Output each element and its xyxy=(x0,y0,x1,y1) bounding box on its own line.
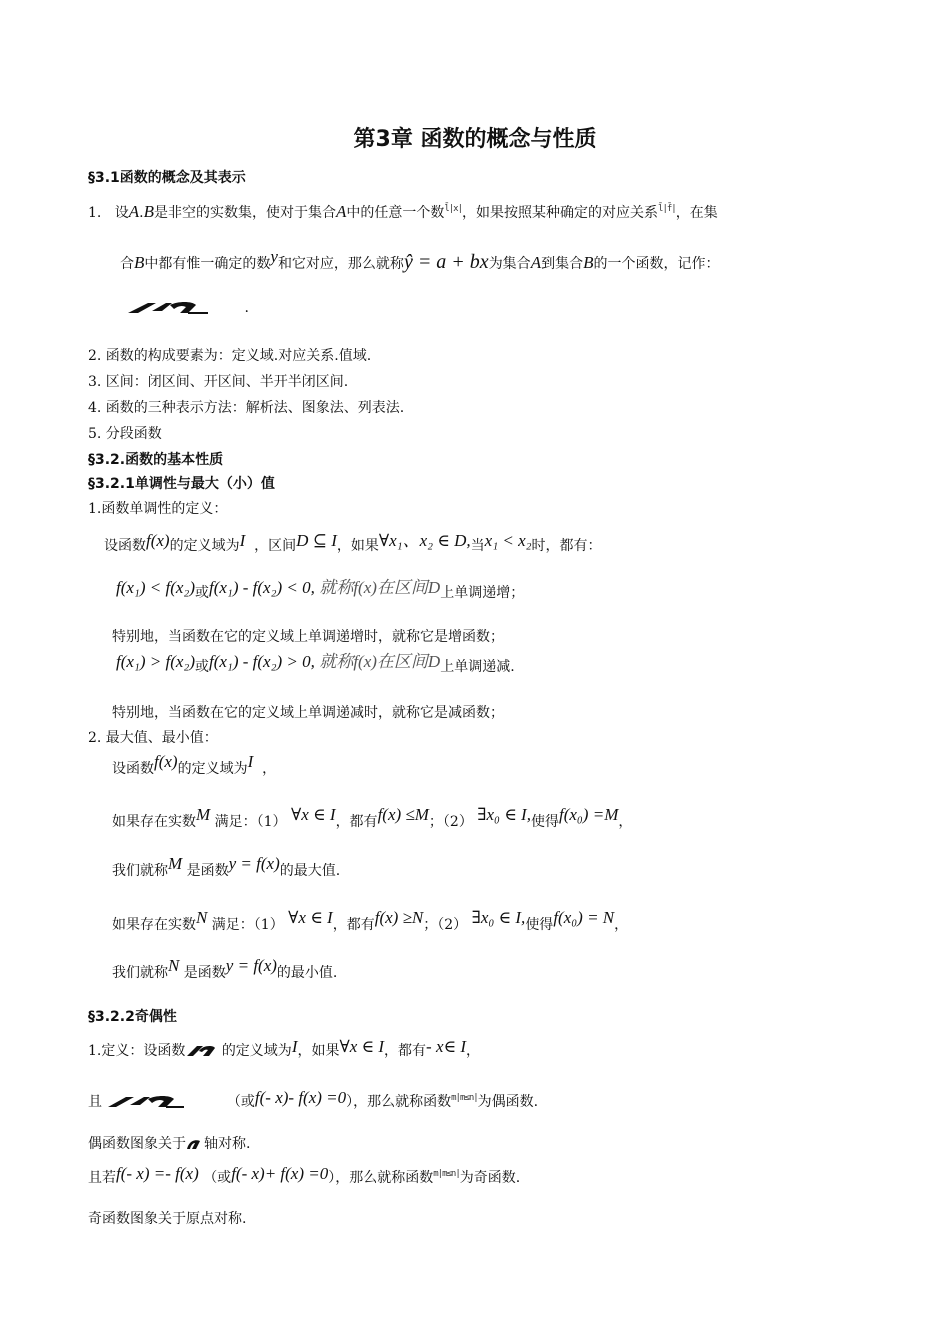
odd-symmetry: 奇函数图象关于原点对称. xyxy=(88,1211,247,1227)
text: 如果存在实数 xyxy=(112,814,196,830)
math-exists-x0: ∃x₀ ∈ I, xyxy=(471,908,526,927)
text: 设函数 xyxy=(104,538,146,554)
text: ；（2） xyxy=(428,814,473,830)
section-3-2-1-heading: §3.2.1单调性与最大（小）值 xyxy=(88,476,275,492)
text: 的最大值. xyxy=(279,863,341,879)
text: 我们就称 xyxy=(112,863,168,879)
formula-image-m: m|m≤n| xyxy=(433,1169,460,1179)
text: 中都有惟一确定的数 xyxy=(144,256,271,272)
math-y-eq-fx: y = f(x) xyxy=(228,854,280,873)
math-forall-x-in-I: ∀x ∈ I xyxy=(291,805,336,824)
text: 和它对应，那么就称 xyxy=(277,256,404,272)
math-I: I xyxy=(239,531,246,550)
text: ，都有 xyxy=(335,814,378,830)
math-increasing-on-D: 就称f(x)在区间D xyxy=(319,578,441,597)
text: ， xyxy=(466,1043,480,1059)
text: 轴对称. xyxy=(204,1136,251,1152)
math-fx-le-M: f(x) ≤M xyxy=(377,805,429,824)
math-x1-lt-x2: x₁ < x₂ xyxy=(484,531,532,550)
text: ，都有 xyxy=(384,1043,427,1059)
min-condition xyxy=(112,908,628,935)
math-M: M xyxy=(196,805,211,824)
text: 设函数 xyxy=(112,761,154,777)
math-forall-x-in-I: ∀x ∈ I xyxy=(339,1037,385,1056)
formula-image-fx xyxy=(185,1043,217,1059)
text: 中的任意一个数 xyxy=(346,205,445,221)
text: 上单调递减. xyxy=(440,659,515,675)
math-I: I xyxy=(247,752,254,771)
text: 且若 xyxy=(88,1170,116,1186)
math-fx0-eq-M: f(x₀) =M xyxy=(558,805,619,824)
math-B: B xyxy=(134,253,145,272)
math-forall-x1-x2: ∀x₁、x₂ ∈ D, xyxy=(378,531,471,550)
math-B: B xyxy=(583,253,594,272)
math-difference-lt-0: f(x₁) - f(x₂) < 0, xyxy=(208,578,315,597)
decreasing-condition xyxy=(116,652,515,677)
increasing-note: 特别地，当函数在它的定义域上单调递增时，就称它是增函数； xyxy=(112,629,504,645)
math-A: A xyxy=(128,202,140,221)
math-odd-formula: f(- x) =- f(x) xyxy=(116,1164,199,1183)
math-neg-x-in-I: - x∈ I xyxy=(426,1037,466,1056)
item-1-line-2 xyxy=(120,247,719,274)
text: 的定义域为 xyxy=(169,538,240,554)
increasing-condition xyxy=(116,578,524,603)
monotonic-title: 1.函数单调性的定义： xyxy=(88,501,228,517)
math-f-x1-lt-f-x2: f(x₁) < f(x₂) xyxy=(116,578,195,597)
math-decreasing-on-D: 就称f(x)在区间D xyxy=(319,652,441,671)
math-odd-formula-2: f(- x)+ f(x) =0 xyxy=(231,1164,329,1183)
max-condition xyxy=(112,805,632,832)
section-3-2-2-heading: §3.2.2奇偶性 xyxy=(88,1009,177,1025)
text: ，如果 xyxy=(297,1043,340,1059)
text: ，如果按照某种确定的对应关系 xyxy=(462,205,659,221)
text: ），那么就称函数 xyxy=(328,1170,434,1186)
text: 时，都有： xyxy=(531,538,602,554)
item-number: 1. xyxy=(88,205,102,221)
text: 且 xyxy=(88,1094,102,1110)
even-symmetry xyxy=(88,1134,250,1154)
text: 设 xyxy=(114,205,129,221)
text: 到集合 xyxy=(541,256,584,272)
math-A: A xyxy=(530,253,542,272)
text: . xyxy=(244,300,249,316)
text: 的定义域为 xyxy=(221,1043,292,1059)
text: 偶函数图象关于 xyxy=(88,1136,186,1152)
text: ；（2） xyxy=(423,917,468,933)
text: ， xyxy=(614,917,629,933)
text: 满足：（1） xyxy=(211,917,284,933)
text: 合 xyxy=(120,256,134,272)
odd-definition xyxy=(88,1164,520,1188)
formula-image-x: l̄|x| xyxy=(444,204,463,214)
page-title: 第3章 函数的概念与性质 xyxy=(353,127,597,152)
text: . xyxy=(139,205,144,221)
section-3-1-heading: §3.1函数的概念及其表示 xyxy=(88,170,246,186)
math-fx-ge-N: f(x) ≥N xyxy=(374,908,424,927)
item-1-line-1 xyxy=(88,199,718,223)
text: 为奇函数. xyxy=(459,1170,521,1186)
math-D-subset-I: D ⊆ I xyxy=(296,531,337,550)
math-fx: f(x) xyxy=(154,752,178,771)
text: 是非空的实数集，使对于集合 xyxy=(153,205,336,221)
math-even-formula: f(- x)- f(x) =0 xyxy=(254,1088,347,1107)
text: 的一个函数，记作： xyxy=(593,256,720,272)
item-5: 5. 分段函数 xyxy=(88,426,162,442)
text: ， xyxy=(618,814,633,830)
item-4: 4. 函数的三种表示方法：解析法、图象法、列表法. xyxy=(88,400,405,416)
math-N: N xyxy=(196,908,208,927)
text: ，在集 xyxy=(675,205,718,221)
text: 如果存在实数 xyxy=(112,917,196,933)
math-difference-gt-0: f(x₁) - f(x₂) > 0, xyxy=(208,652,315,671)
math-B: B xyxy=(143,202,154,221)
parity-definition xyxy=(88,1037,480,1061)
formula-image-f: l̄|f̄| xyxy=(658,204,676,214)
text: （或 xyxy=(226,1094,255,1110)
math-y-eq-fx: y = f(x) xyxy=(225,956,277,975)
text: ， xyxy=(262,761,277,777)
text: 1.定义：设函数 xyxy=(88,1043,186,1059)
text: 使得 xyxy=(525,917,554,933)
math-A: A xyxy=(335,202,347,221)
text: 的最小值. xyxy=(276,965,338,981)
item-1-line-3 xyxy=(126,298,249,318)
text: 的定义域为 xyxy=(177,761,248,777)
text: ），那么就称函数 xyxy=(346,1094,452,1110)
math-exists-x0: ∃x₀ ∈ I, xyxy=(477,805,531,824)
text: ，区间 xyxy=(254,538,297,554)
min-value-statement xyxy=(112,956,337,983)
math-fx: f(x) xyxy=(146,531,170,550)
math-f-x1-gt-f-x2: f(x₁) > f(x₂) xyxy=(116,652,195,671)
max-value-statement xyxy=(112,854,340,881)
decreasing-note: 特别地，当函数在它的定义域上单调递减时，就称它是减函数； xyxy=(112,705,504,721)
text: 当 xyxy=(470,538,485,554)
text: ，如果 xyxy=(336,538,379,554)
monotonic-definition xyxy=(104,531,602,556)
text: 是函数 xyxy=(186,863,229,879)
math-M: M xyxy=(168,854,183,873)
math-N: N xyxy=(168,956,180,975)
section-3-2-heading: §3.2.函数的基本性质 xyxy=(88,452,224,468)
text: 满足：（1） xyxy=(214,814,287,830)
math-I: I xyxy=(291,1037,298,1056)
text: （或 xyxy=(203,1170,232,1186)
text: 为集合 xyxy=(488,256,531,272)
max-min-domain xyxy=(112,752,276,779)
item-3: 3. 区间：闭区间、开区间、半开半闭区间. xyxy=(88,374,349,390)
text: 使得 xyxy=(530,814,559,830)
math-y: y xyxy=(270,247,278,266)
math-forall-x-in-I: ∀x ∈ I xyxy=(288,908,333,927)
formula-image-y xyxy=(186,1137,204,1151)
text: 是函数 xyxy=(183,965,226,981)
text: 上单调递增； xyxy=(440,585,525,601)
math-fx0-eq-N: f(x₀) = N xyxy=(553,908,615,927)
formula-image-even xyxy=(106,1094,186,1110)
formula-regression: ŷ = a + bx xyxy=(403,251,489,273)
text: 为偶函数. xyxy=(477,1094,539,1110)
max-min-title: 2. 最大值、最小值： xyxy=(88,730,218,746)
text: ，都有 xyxy=(332,917,375,933)
text: 或 xyxy=(194,659,209,675)
formula-image-blob xyxy=(126,299,210,317)
item-2: 2. 函数的构成要素为：定义域.对应关系.值域. xyxy=(88,348,372,364)
even-definition xyxy=(88,1088,538,1112)
text: 或 xyxy=(194,585,209,601)
formula-image-m: m|m≤n| xyxy=(451,1093,478,1103)
text: 我们就称 xyxy=(112,965,168,981)
